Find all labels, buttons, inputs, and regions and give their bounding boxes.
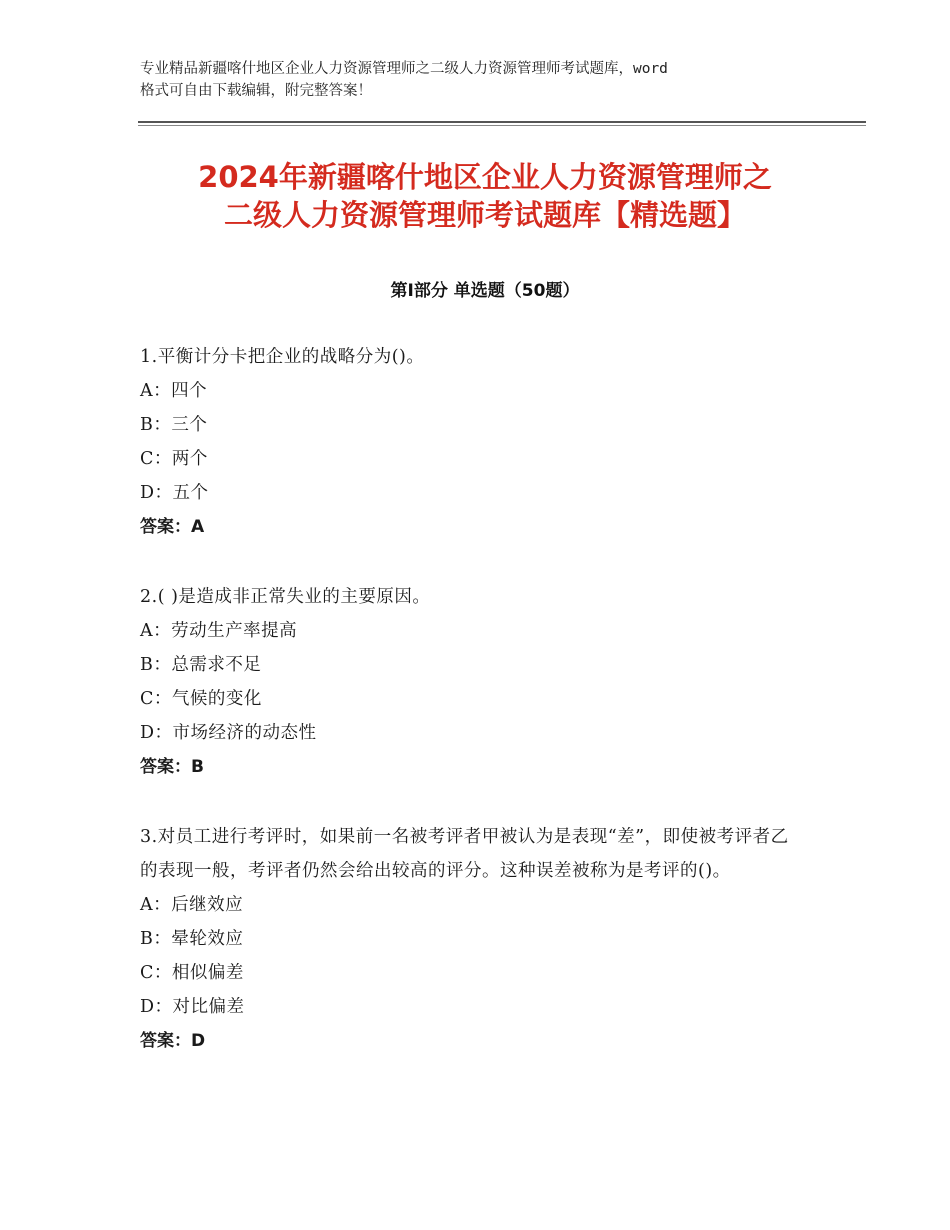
section-heading: 第Ⅰ部分 单选题（50题） bbox=[390, 281, 580, 301]
option-b: B：三个 bbox=[140, 415, 208, 435]
option-a: A：四个 bbox=[140, 381, 208, 401]
header-note-line-1: 专业精品新疆喀什地区企业人力资源管理师之二级人力资源管理师考试题库，word bbox=[140, 61, 668, 77]
document-title bbox=[120, 158, 850, 234]
option-b: B：晕轮效应 bbox=[140, 929, 244, 949]
option-d: D：五个 bbox=[140, 483, 209, 503]
question-1 bbox=[140, 340, 820, 544]
header-divider bbox=[138, 121, 866, 123]
header-note-line-2: 格式可自由下载编辑，附完整答案！ bbox=[140, 83, 372, 99]
question-stem: 2.( )是造成非正常失业的主要原因。 bbox=[140, 587, 431, 607]
option-c: C：相似偏差 bbox=[140, 963, 244, 983]
answer: 答案：A bbox=[140, 517, 205, 537]
option-a: A：后继效应 bbox=[140, 895, 244, 915]
question-stem: 3.对员工进行考评时，如果前一名被考评者甲被认为是表现“差”，即使被考评者乙的表现一般，考评者仍然会给出较高的评分。这种误差被称为是考评的()。 bbox=[140, 827, 789, 881]
title-line-1: 2024年新疆喀什地区企业人力资源管理师之 bbox=[198, 160, 772, 194]
option-c: C：气候的变化 bbox=[140, 689, 262, 709]
question-3 bbox=[140, 820, 800, 1058]
option-b: B：总需求不足 bbox=[140, 655, 262, 675]
option-d: D：市场经济的动态性 bbox=[140, 723, 317, 743]
option-a: A：劳动生产率提高 bbox=[140, 621, 298, 641]
header-note bbox=[140, 58, 820, 102]
answer: 答案：D bbox=[140, 1031, 206, 1051]
option-d: D：对比偏差 bbox=[140, 997, 245, 1017]
answer: 答案：B bbox=[140, 757, 204, 777]
header-divider-thin bbox=[138, 125, 866, 126]
question-2 bbox=[140, 580, 820, 784]
title-line-2: 二级人力资源管理师考试题库【精选题】 bbox=[223, 198, 746, 232]
question-stem: 1.平衡计分卡把企业的战略分为()。 bbox=[140, 347, 425, 367]
option-c: C：两个 bbox=[140, 449, 208, 469]
